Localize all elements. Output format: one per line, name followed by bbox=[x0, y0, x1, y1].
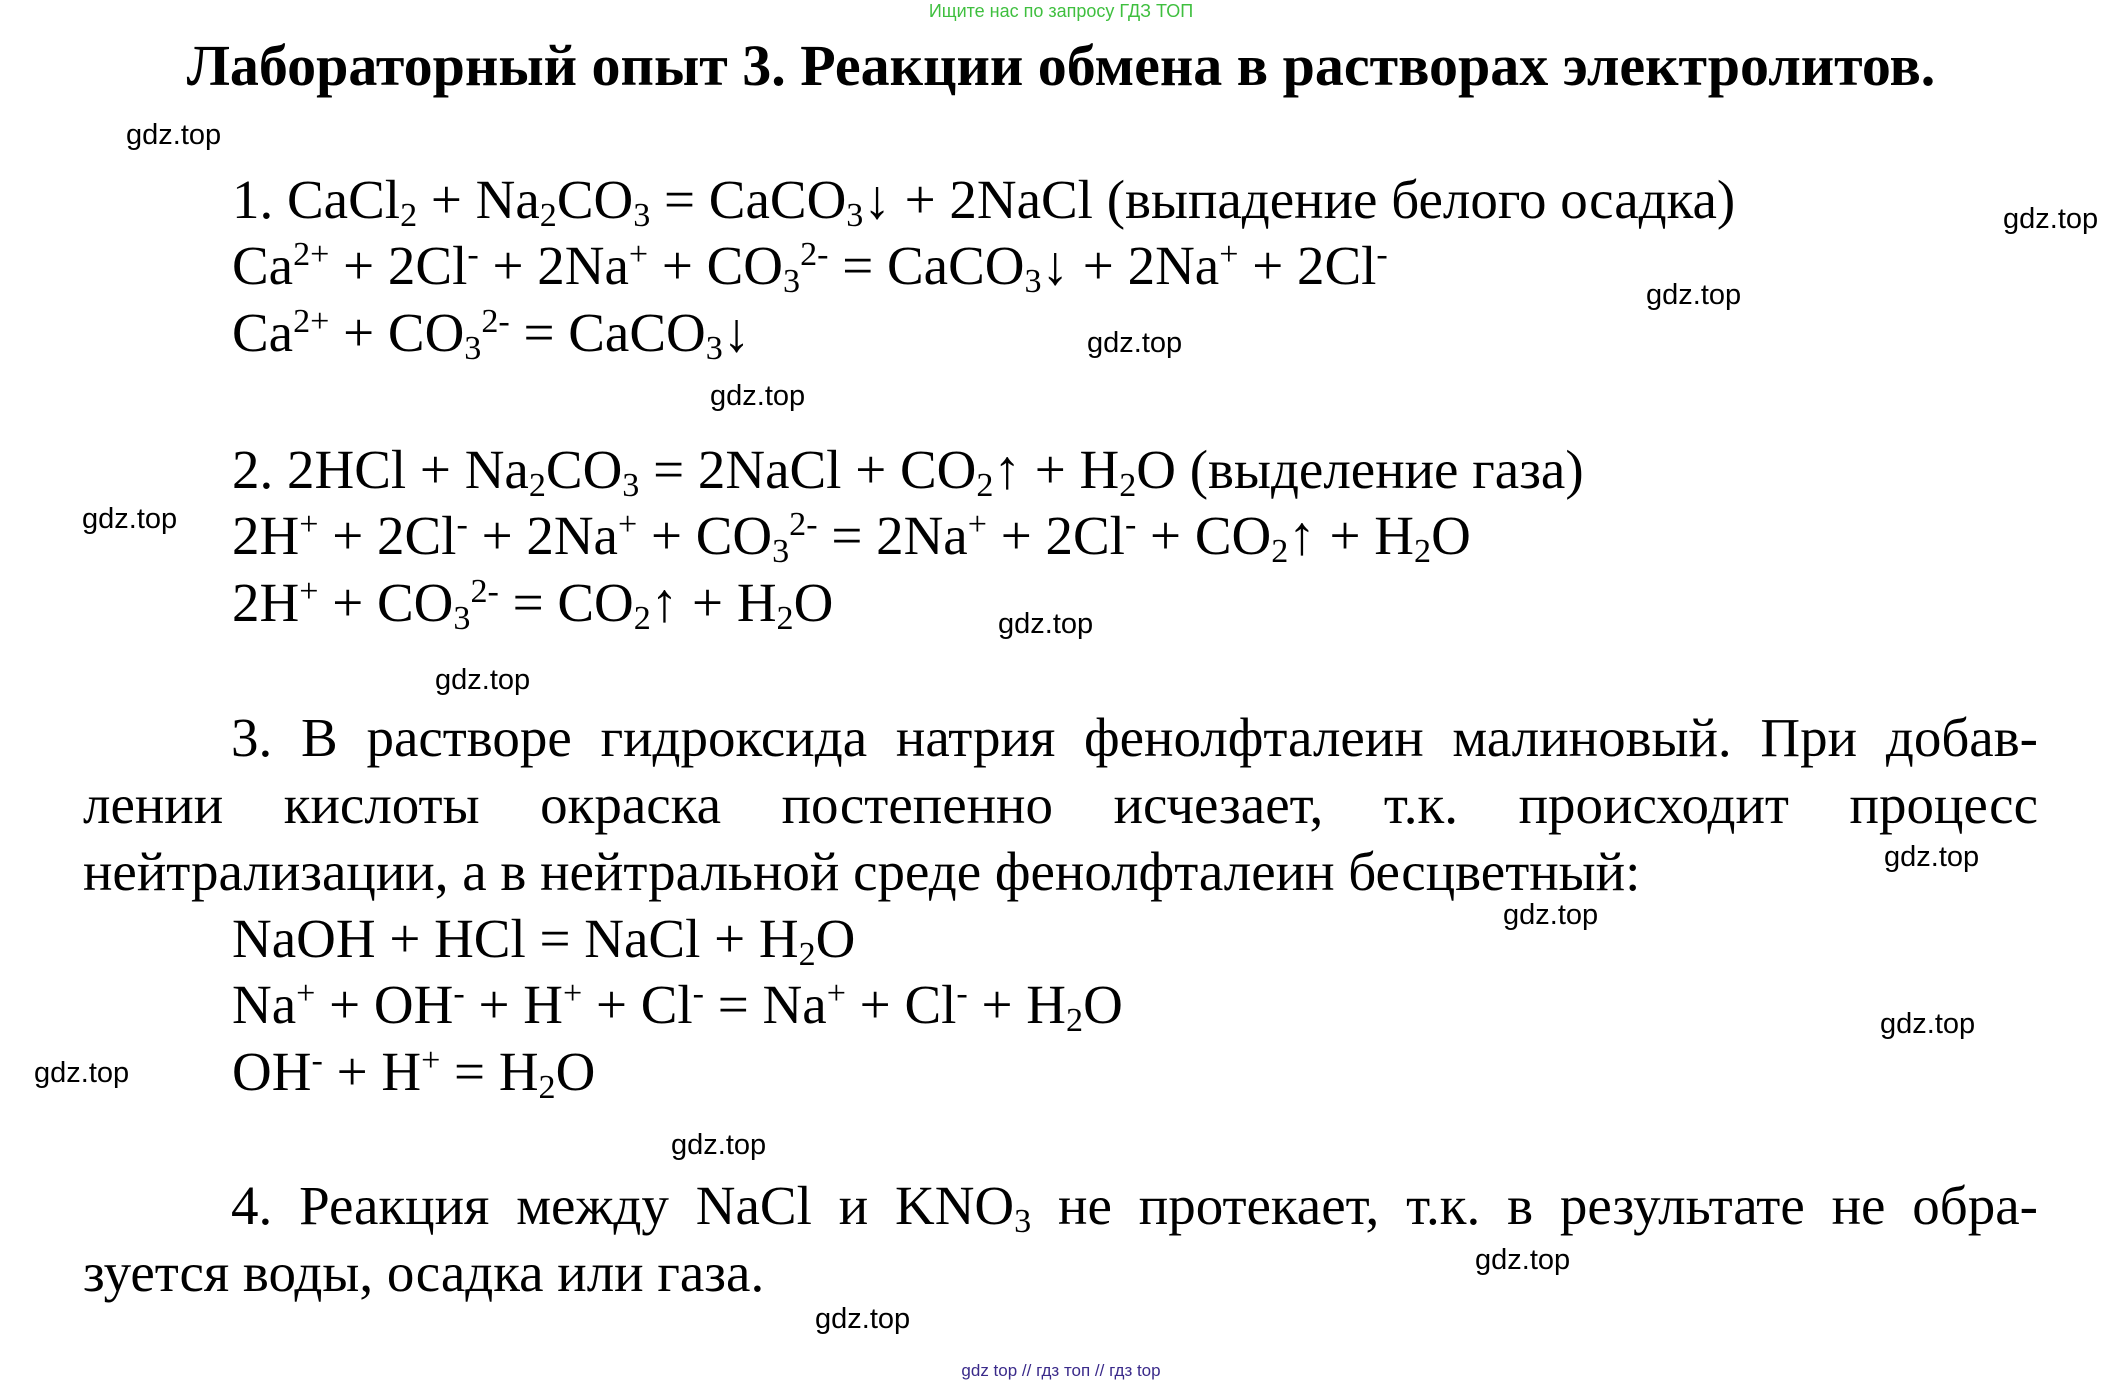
experiment3-paragraph-line: нейтрализации, а в нейтральной среде фенолфталеин бесцветный: bbox=[83, 841, 1641, 902]
footer-note: gdz top // гдз топ // гдз top bbox=[961, 1361, 1161, 1380]
experiment3-equation-short-ionic: $OH^- + H^+ = H_2O$ bbox=[232, 1041, 596, 1106]
experiment4-paragraph-line: зуется воды, осадка или газа. bbox=[83, 1242, 765, 1303]
watermark: gdz.top bbox=[82, 503, 178, 535]
watermark: gdz.top bbox=[710, 380, 806, 412]
watermark: gdz.top bbox=[671, 1129, 767, 1161]
watermark: gdz.top bbox=[998, 608, 1094, 640]
watermark: gdz.top bbox=[1646, 279, 1742, 311]
watermark: gdz.top bbox=[435, 664, 531, 696]
experiment4-paragraph bbox=[83, 1172, 2038, 1306]
page-title: Лабораторный опыт 3. Реакции обмена в растворах электролитов. bbox=[186, 33, 1936, 98]
watermark: gdz.top bbox=[126, 119, 222, 151]
experiment3-paragraph-line: лении кислоты окраска постепенно исчезает, т.к. происходит процесс bbox=[83, 774, 2038, 835]
top-search-note: Ищите нас по запросу ГДЗ ТОП bbox=[928, 1, 1194, 21]
experiment2-equation-full-ionic: $2H^+ + 2Cl^- + 2Na^+ + CO_3^{2-} = 2Na^+ + 2Cl^-$ + $CO_2↑ + H_2O$ bbox=[232, 505, 1471, 570]
watermark: gdz.top bbox=[1475, 1244, 1571, 1276]
watermark: gdz.top bbox=[1503, 899, 1599, 931]
experiment3-equation-full-ionic: $Na^+ + OH^- + H^+ + Cl^- = Na^+ + Cl^- + H_2O$ bbox=[232, 974, 1123, 1039]
experiment1-equation-molecular: 1. CaCl$_2$ + $Na_2CO_3$ = CaCO$_3$↓ + 2NaCl (выпадение белого осадка) bbox=[232, 169, 1736, 234]
watermark: gdz.top bbox=[1884, 841, 1980, 873]
experiment2-equation-short-ionic: $2H^+ + CO_3^{2-}$ = $CO_2↑ + H_2O$ bbox=[232, 572, 834, 637]
experiment2-equation-molecular: 2. $2HCl + Na_2CO_3$ = 2NaCl + $CO_2↑ + H_2O$ (выделение газа) bbox=[232, 439, 1584, 504]
watermark: gdz.top bbox=[34, 1057, 130, 1089]
watermark: gdz.top bbox=[1087, 327, 1183, 359]
watermark: gdz.top bbox=[2003, 203, 2099, 235]
experiment3-paragraph-line: 3. В растворе гидроксида натрия фенолфталеин малиновый. При добав- bbox=[231, 707, 2038, 768]
experiment3-equation-molecular: NaOH + HCl = NaCl + $H_2O$ bbox=[232, 908, 856, 973]
experiment3-paragraph bbox=[83, 704, 2038, 905]
experiment1-equation-short-ionic: $Ca^{2+} + CO_3^{2-}$ = CaCO$_3$↓ bbox=[232, 302, 751, 367]
watermark: gdz.top bbox=[1880, 1008, 1976, 1040]
experiment4-paragraph-line: 4. Реакция между NaCl и $KNO_3$ не протекает, т.к. в результате не обра- bbox=[231, 1175, 2038, 1240]
watermark: gdz.top bbox=[815, 1303, 911, 1335]
experiment1-equation-full-ionic: $Ca^{2+} + 2Cl^- + 2Na^+ + CO_3^{2-}$ = CaCO$_3$↓ + 2Na+ + 2Cl- bbox=[232, 235, 1388, 300]
